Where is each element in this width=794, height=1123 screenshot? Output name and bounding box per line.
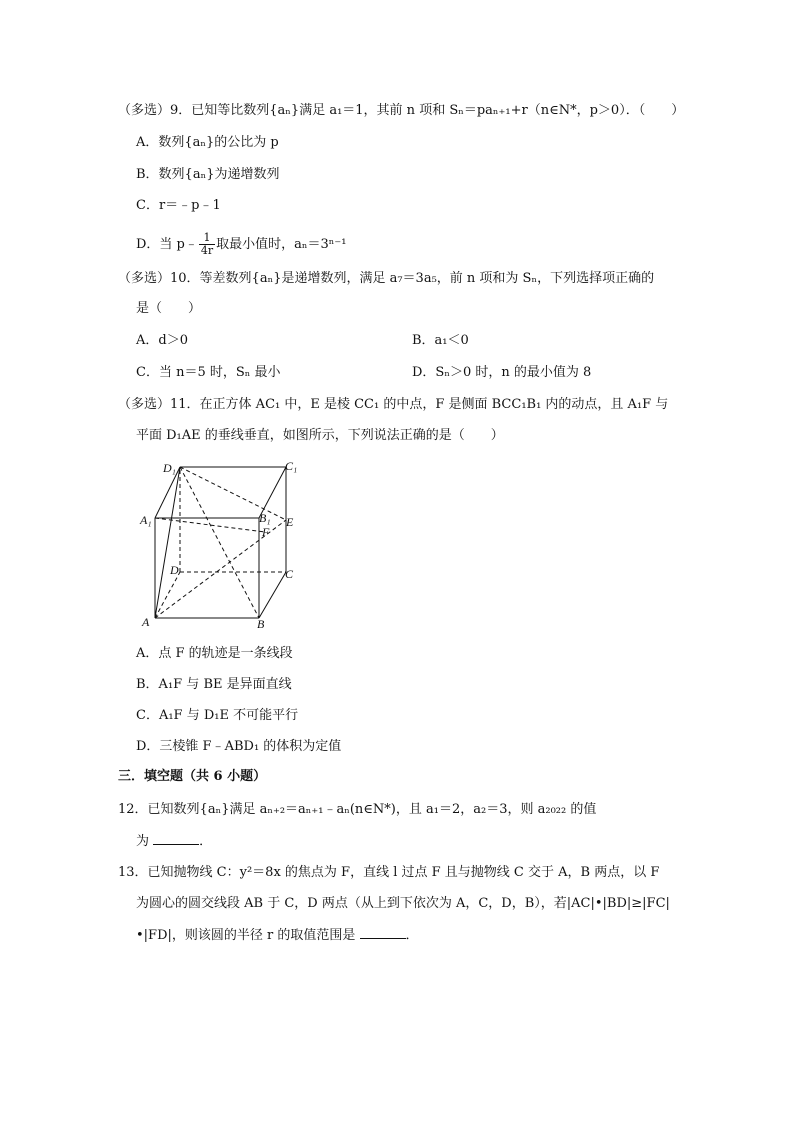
- q13-line3: [136, 926, 419, 945]
- q11-stem-line1: （多选）11．在正方体 AC₁ 中，E 是棱 CC₁ 的中点，F 是侧面 BCC₁B₁ 内的动点，且 A₁F 与: [118, 397, 669, 412]
- q11-option-c: C．A₁F 与 D₁E 不可能平行: [136, 708, 299, 723]
- segment-d1-a: [155, 467, 180, 618]
- q12-line1: 12．已知数列{aₙ}满足 aₙ₊₂＝aₙ₊₁﹣aₙ(n∈N*)，且 a₁＝2，a₂＝3，则 a₂₀₂₂ 的值: [118, 802, 597, 817]
- q9-option-b: B．数列{aₙ}为递增数列: [136, 167, 280, 182]
- q11-option-b: B．A₁F 与 BE 是异面直线: [136, 677, 292, 692]
- q10-option-d: D．Sₙ＞0 时，n 的最小值为 8: [412, 365, 592, 380]
- q12-line2-pre: 为: [136, 834, 150, 849]
- label-c1: C₁: [285, 459, 298, 473]
- q10-option-b: B．a₁＜0: [412, 333, 469, 348]
- label-d: D: [170, 563, 179, 577]
- label-a1: A₁: [140, 513, 152, 527]
- q11-stem-line2: 平面 D₁AE 的垂线垂直，如图所示，下列说法正确的是（ ）: [136, 428, 504, 443]
- q9-stem: （多选）9．已知等比数列{aₙ}满足 a₁＝1，其前 n 项和 Sₙ＝paₙ₊₁+r（n∈N*，p＞0）．（ ）: [118, 103, 685, 118]
- q11-option-d: D．三棱锥 F﹣ABD₁ 的体积为定值: [136, 739, 342, 754]
- q9-fraction-numerator: 1: [199, 232, 215, 245]
- q9-option-c: C．r＝﹣p﹣1: [136, 198, 221, 213]
- q10-stem-line1: （多选）10．等差数列{aₙ}是递增数列，满足 a₇＝3a₅，前 n 项和为 Sₙ，下列选择项正确的: [118, 271, 655, 286]
- q9-option-d-post: 取最小值时，aₙ＝3ⁿ⁻¹: [216, 237, 347, 252]
- q9-option-a: A．数列{aₙ}的公比为 p: [136, 135, 279, 150]
- q13-line2: 为圆心的圆交线段 AB 于 C，D 两点（从上到下依次为 A，C，D，B），若|AC|•|BD|≥|FC|: [136, 896, 670, 911]
- label-a: A: [142, 615, 150, 629]
- q9-option-d-fraction: [199, 232, 215, 257]
- segment-d1-b: [180, 467, 259, 618]
- q9-option-d-pre: D．当 p﹣: [136, 237, 198, 252]
- label-c: C: [285, 567, 294, 581]
- q13-line1: 13．已知抛物线 C：y²＝8x 的焦点为 F，直线 l 过点 F 且与抛物线 C 交于 A，B 两点，以 F: [118, 865, 660, 880]
- label-f: F: [262, 525, 270, 539]
- label-b1: B₁: [259, 511, 271, 525]
- q12-answer-blank[interactable]: [153, 832, 199, 845]
- q13-line3-post: ．: [405, 928, 419, 943]
- section-heading: 三．填空题（共 6 小题）: [118, 769, 267, 784]
- q10-option-a: A．d＞0: [136, 333, 188, 348]
- q11-option-a: A．点 F 的轨迹是一条线段: [136, 646, 293, 661]
- q10-option-c: C．当 n＝5 时，Sₙ 最小: [136, 365, 281, 380]
- label-d1: D₁: [163, 461, 176, 475]
- q13-answer-blank[interactable]: [360, 926, 406, 939]
- label-e: E: [286, 515, 294, 529]
- q9-fraction-denominator: 4r: [200, 244, 214, 257]
- q9-option-d: [136, 232, 347, 257]
- q13-line3-pre: •|FD|，则该圆的半径 r 的取值范围是: [136, 928, 356, 943]
- edge-b-c: [259, 572, 286, 618]
- label-b: B: [257, 617, 265, 631]
- q12-line2-post: ．: [199, 834, 213, 849]
- q10-stem-line2: 是（ ）: [136, 301, 202, 316]
- cube-figure: [135, 452, 310, 632]
- q12-line2: [136, 832, 212, 851]
